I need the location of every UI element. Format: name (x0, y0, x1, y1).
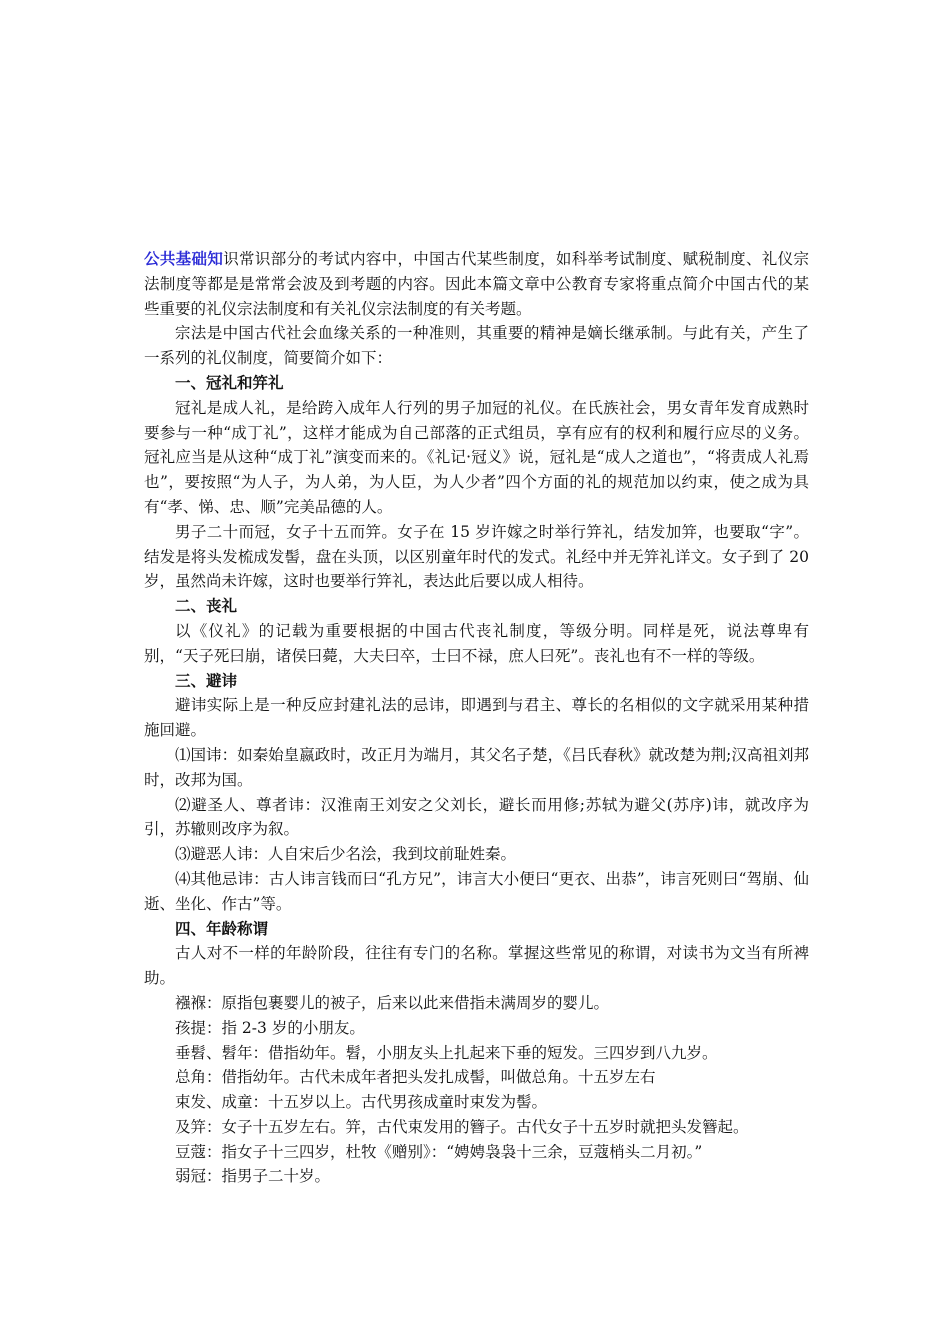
bihui-item: ⑴国讳：如秦始皇嬴政时，改正月为端月，其父名子楚，《吕氏春秋》就改楚为荆;汉高祖刘邦时，改邦为国。 (144, 745, 809, 789)
age-term-item: 束发、成童：十五岁以上。古代男孩成童时束发为髻。 (175, 1093, 548, 1112)
age-term-item: 孩提：指 2-3 岁的小朋友。 (175, 1018, 365, 1037)
age-term-item: 总角：借指幼年。古代未成年者把头发扎成髻，叫做总角。十五岁左右 (175, 1068, 656, 1087)
age-term-item: 豆蔻：指女子十三四岁，杜牧《赠别》：“娉娉袅袅十三余，豆蔻梢头二月初。” (175, 1142, 703, 1161)
intro-text: 识常识部分的考试内容中，中国古代某些制度，如科举考试制度、赋税制度、礼仪宗法制度等都是是常常会波及到考题的内容。因此本篇文章中公教育专家将重点简介中国古代的某些重要的礼仪宗法制度和有关礼仪宗法制度的有关考题。 (144, 250, 809, 318)
bihui-paragraph: 避讳实际上是一种反应封建礼法的忌讳，即遇到与君主、尊长的名相似的文字就采用某种措施回避。 (144, 696, 809, 740)
age-term-item: 垂髫、髫年：借指幼年。髫，小朋友头上扎起来下垂的短发。三四岁到八九岁。 (175, 1043, 718, 1062)
intro-paragraph (144, 247, 809, 321)
section-heading-sangli: 二、丧礼 (175, 597, 238, 616)
sangli-paragraph: 以《仪礼》的记载为重要根据的中国古代丧礼制度，等级分明。同样是死，说法尊卑有别，“天子死曰崩，诸侯曰薨，大夫曰卒，士曰不禄，庶人曰死”。丧礼也有不一样的等级。 (144, 621, 809, 665)
zongfa-paragraph: 宗法是中国古代社会血缘关系的一种准则，其重要的精神是嫡长继承制。与此有关，产生了一系列的礼仪制度，简要简介如下： (144, 324, 809, 368)
bihui-item: ⑷其他忌讳：古人讳言钱而曰“孔方兄”，讳言大小便曰“更衣、出恭”，讳言死则曰“驾崩、仙逝、坐化、作古”等。 (144, 869, 809, 913)
section-heading-bihui: 三、避讳 (175, 671, 238, 690)
document-body (144, 247, 809, 1189)
nianling-paragraph: 古人对不一样的年龄阶段，往往有专门的名称。掌握这些常见的称谓，对读书为文当有所裨助。 (144, 944, 809, 988)
age-term-item: 襁褓：原指包裹婴儿的被子，后来以此来借指未满周岁的婴儿。 (175, 993, 610, 1012)
guanli-paragraph-1: 冠礼是成人礼，是给跨入成年人行列的男子加冠的礼仪。在氏族社会，男女青年发育成熟时要参与一种“成丁礼”，这样才能成为自己部落的正式组员，享有应有的权利和履行应尽的义务。冠礼应当是从这种“成丁礼”演变而来的。《礼记·冠义》说，冠礼是“成人之道也”，“将责成人礼焉也”，要按照“为人子，为人弟，为人臣，为人少者”四个方面的礼的规范加以约束，使之成为具有“孝、悌、忠、顺”完美品德的人。 (144, 398, 809, 516)
section-heading-guanli: 一、冠礼和笄礼 (175, 373, 284, 392)
bihui-item: ⑶避恶人讳：人自宋后少名浍，我到坟前耻姓秦。 (175, 845, 517, 864)
bihui-item: ⑵避圣人、尊者讳：汉淮南王刘安之父刘长，避长而用修;苏轼为避父(苏序)讳，就改序为引，苏辙则改序为叙。 (144, 795, 809, 839)
age-term-item: 及笄：女子十五岁左右。笄，古代束发用的簪子。古代女子十五岁时就把头发簪起。 (175, 1117, 749, 1136)
intro-link[interactable]: 公共基础知 (144, 250, 224, 268)
guanli-paragraph-2: 男子二十而冠，女子十五而笄。女子在 15 岁许嫁之时举行笄礼，结发加笄，也要取“字”。结发是将头发梳成发髻，盘在头顶，以区别童年时代的发式。礼经中并无笄礼详文。女子到了 20 岁，虽然尚未许嫁，这时也要举行笄礼，表达此后要以成人相待。 (144, 522, 809, 591)
section-heading-nianling: 四、年龄称谓 (175, 919, 269, 938)
age-term-item: 弱冠：指男子二十岁。 (175, 1167, 331, 1186)
